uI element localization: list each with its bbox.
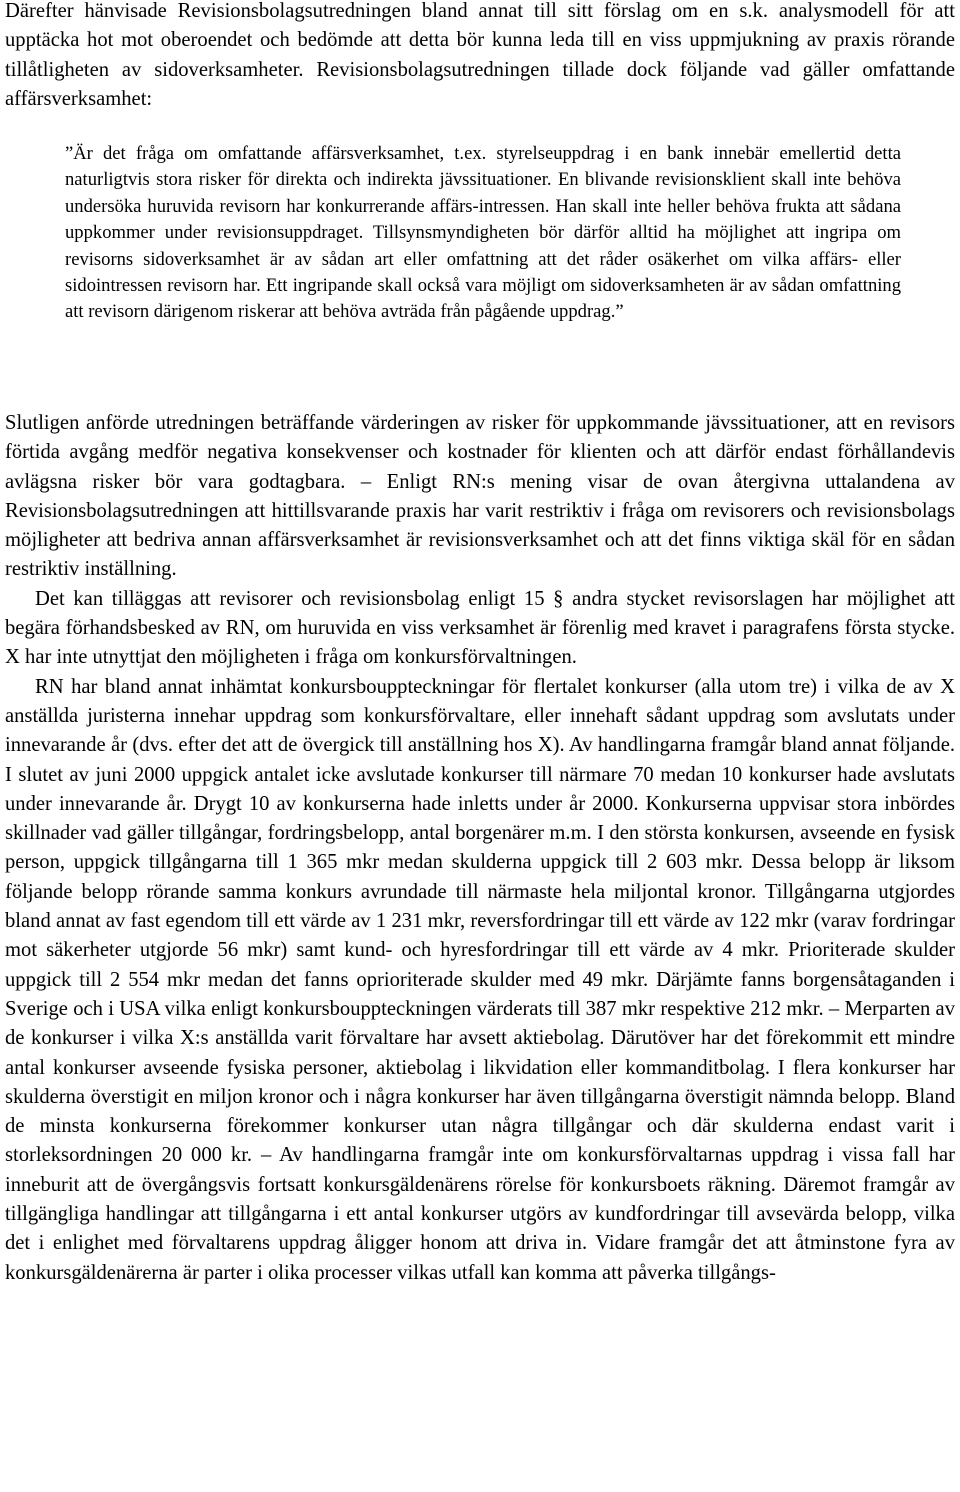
addition-paragraph: Det kan tilläggas att revisorer och revisionsbolag enligt 15 § andra stycket revisorslagen har möjlighet att begära förhandsbesked av RN, om huruvida en viss verksamhet är förenlig med kravet i paragrafens första stycke. X har inte utnyttjat den möjligheten i fråga om konkursförvaltningen.	[5, 587, 955, 669]
conclusion-paragraph: Slutligen anförde utredningen beträffande värderingen av risker för uppkommande jävssituationer, att en revisors förtida avgång medför negativa konsekvenser och kostnader för klienten och att därför endast förhållandevis avlägsna risker bör vara godtagbara. – Enligt RN:s mening visar de ovan återgivna uttalandena av Revisionsbolagsutredningen att hittillsvarande praxis har varit restriktiv i fråga om revisorers och revisionsbolags möjligheter att bedriva annan affärsverksamhet är revisionsverksamhet och att det finns viktiga skäl för en sådan restriktiv inställning.	[5, 412, 955, 581]
block-quote: ”Är det fråga om omfattande affärsverksamhet, t.ex. styrelseuppdrag i en bank innebär emellertid detta naturligtvis stora risker för direkta och indirekta jävssituationer. En blivande revisionsklient skall inte behöva undersöka huruvida revisorn har konkurrerande affärs-intressen. Han skall inte heller behöva frukta att sådana uppkommer under revisionsuppdraget. Tillsynsmyndigheten bör därför alltid ha möjlighet att ingripa om revisorns sidoverksamhet är av sådan art eller omfattning att det råder osäkerhet om vilka affärs- eller sidointressen revisorn har. Ett ingripande skall också vara möjligt om sidoverksamheten är av sådan omfattning att revisorn därigenom riskerar att behöva avträda från pågående uppdrag.”	[65, 143, 901, 323]
intro-paragraph: Därefter hänvisade Revisionsbolagsutredningen bland annat till sitt förslag om en s.k. analysmodell för att upptäcka hot mot oberoendet och bedömde att detta bör kunna leda till en viss uppmjukning av praxis rörande tillåtligheten av sidoverksamheter. Revisionsbolagsutredningen tillade dock följande vad gäller omfattande affärsverksamhet:	[5, 0, 955, 110]
findings-paragraph: RN har bland annat inhämtat konkursbouppteckningar för flertalet konkurser (alla utom tre) i vilka de av X anställda juristerna innehar uppdrag som konkursförvaltare, eller innehaft sådant uppdrag som avslutats under innevarande år (dvs. efter det att de övergick till anställning hos X). Av handlingarna framgår bland annat följande. I slutet av juni 2000 uppgick antalet icke avslutade konkurser till närmare 70 medan 10 konkurser hade avslutats under innevarande år. Drygt 10 av konkurserna hade inletts under år 2000. Konkurserna uppvisar stora inbördes skillnader vad gäller tillgångar, fordringsbelopp, antal borgenärer m.m. I den största konkursen, avseende en fysisk person, uppgick tillgångarna till 1 365 mkr medan skulderna uppgick till 2 603 mkr. Dessa belopp är liksom följande belopp rörande samma konkurs avrundade till närmaste hela miljontal kronor. Tillgångarna utgjordes bland annat av fast egendom till ett värde av 1 231 mkr, reversfordringar till ett värde av 122 mkr (varav fordringar mot säkerheter utgjorde 56 mkr) samt kund- och hyresfordringar till ett värde av 4 mkr. Prioriterade skulder uppgick till 2 554 mkr medan det fanns oprioriterade skulder med 49 mkr. Därjämte fanns borgensåtaganden i Sverige och i USA vilka enligt konkursbouppteckningen värderats till 387 mkr respektive 212 mkr. – Merparten av de konkurser i vilka X:s anställda varit förvaltare har avsett aktiebolag. Därutöver har det förekommit ett mindre antal konkurser avseende fysiska personer, aktiebolag i likvidation eller kommanditbolag. I flera konkurser har skulderna överstigit en miljon kronor och i några konkurser har även tillgångarna överstigit nämnda belopp. Bland de minsta konkurserna förekommer konkurser utan några tillgångar och där skulderna endast varit i storleksordningen 20 000 kr. – Av handlingarna framgår inte om konkursförvaltarnas uppdrag i vissa fall har inneburit att de övergångsvis fortsatt konkursgäldenärens rörelse för konkursboets räkning. Däremot framgår av tillgängliga handlingar att tillgångarna i ett antal konkurser utgörs av kundfordringar till avsevärda belopp, vilka det i enlighet med förvaltarens uppdrag åligger honom att driva in. Vidare framgår det att åtminstone fyra av konkursgäldenärerna är parter i olika processer vilkas utfall kan komma att påverka tillgångs-	[5, 675, 955, 1284]
body-text	[5, 409, 955, 1288]
